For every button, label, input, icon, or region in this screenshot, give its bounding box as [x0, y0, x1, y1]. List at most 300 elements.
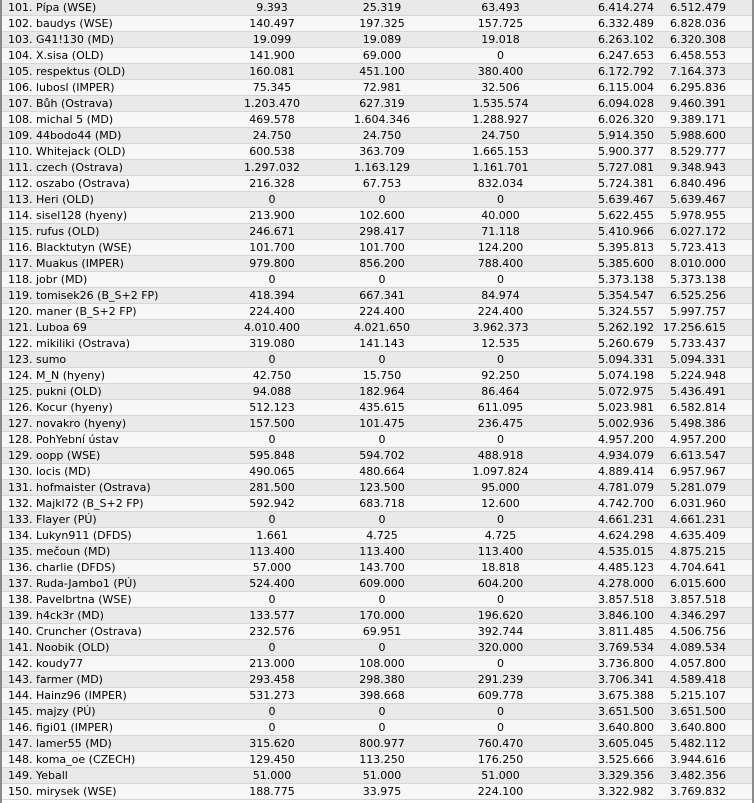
value-4-cell: 3.651.500: [598, 705, 654, 718]
player-name-cell: 133. Flayer (PÚ): [8, 513, 97, 526]
value-4-cell: 4.535.015: [598, 545, 654, 558]
value-2-cell: 0: [378, 513, 386, 526]
value-2-cell: 0: [378, 593, 386, 606]
value-5-cell: 5.436.491: [670, 385, 726, 398]
value-2-cell: 19.089: [362, 33, 402, 46]
value-2-cell: 33.975: [362, 785, 402, 798]
value-4-cell: 6.094.028: [598, 97, 654, 110]
player-name-cell: 141. Noobik (OLD): [8, 641, 110, 654]
value-1-cell: 600.538: [249, 145, 295, 158]
table-row: [2, 176, 752, 192]
value-1-cell: 160.081: [249, 65, 295, 78]
value-1-cell: 224.400: [249, 305, 295, 318]
value-4-cell: 4.889.414: [598, 465, 654, 478]
value-3-cell: 1.097.824: [472, 465, 529, 478]
value-2-cell: 0: [378, 353, 386, 366]
player-name-cell: 116. Blacktutyn (WSE): [8, 241, 132, 254]
value-3-cell: 3.962.373: [472, 321, 529, 334]
value-3-cell: 224.100: [477, 785, 524, 798]
value-5-cell: 4.346.297: [670, 609, 726, 622]
table-row: [2, 512, 752, 528]
value-3-cell: 1.288.927: [472, 113, 529, 126]
value-1-cell: 0: [268, 273, 276, 286]
value-5-cell: 4.704.641: [670, 561, 726, 574]
value-5-cell: 5.978.955: [670, 209, 726, 222]
value-4-cell: 6.263.102: [598, 33, 654, 46]
value-3-cell: 760.470: [477, 737, 524, 750]
value-5-cell: 9.348.943: [670, 161, 726, 174]
value-4-cell: 3.769.534: [598, 641, 654, 654]
value-2-cell: 667.341: [359, 289, 405, 302]
value-3-cell: 1.535.574: [472, 97, 529, 110]
player-name-cell: 138. Pavelbrtna (WSE): [8, 593, 132, 606]
table-row: [2, 272, 752, 288]
table-row: [2, 0, 752, 16]
table-row: [2, 48, 752, 64]
value-2-cell: 0: [378, 273, 386, 286]
value-5-cell: 8.529.777: [670, 145, 726, 158]
value-3-cell: 4.725: [484, 529, 517, 542]
value-5-cell: 5.723.413: [670, 241, 726, 254]
table-row: [2, 240, 752, 256]
value-3-cell: 609.778: [477, 689, 524, 702]
value-5-cell: 5.215.107: [670, 689, 726, 702]
value-3-cell: 236.475: [477, 417, 524, 430]
value-1-cell: 213.900: [249, 209, 295, 222]
value-3-cell: 380.400: [477, 65, 524, 78]
value-4-cell: 5.410.966: [598, 225, 654, 238]
value-1-cell: 0: [268, 433, 276, 446]
value-3-cell: 0: [497, 721, 504, 734]
value-3-cell: 19.018: [481, 33, 520, 46]
table-row: [2, 544, 752, 560]
value-3-cell: 24.750: [481, 129, 520, 142]
value-1-cell: 293.458: [249, 673, 295, 686]
value-1-cell: 281.500: [249, 481, 295, 494]
value-1-cell: 524.400: [249, 577, 295, 590]
value-4-cell: 3.846.100: [598, 609, 654, 622]
value-2-cell: 800.977: [359, 737, 405, 750]
table-row: [2, 208, 752, 224]
value-3-cell: 604.200: [477, 577, 524, 590]
table-row: [2, 496, 752, 512]
player-name-cell: 107. Bůh (Ostrava): [8, 97, 113, 110]
value-1-cell: 140.497: [249, 17, 295, 30]
value-3-cell: 18.818: [481, 561, 520, 574]
table-row: [2, 304, 752, 320]
value-3-cell: 0: [497, 593, 504, 606]
player-name-cell: 130. locis (MD): [8, 465, 91, 478]
value-4-cell: 4.624.298: [598, 529, 654, 542]
value-2-cell: 69.951: [362, 625, 402, 638]
value-1-cell: 0: [268, 513, 276, 526]
value-3-cell: 86.464: [481, 385, 520, 398]
value-3-cell: 92.250: [481, 369, 520, 382]
value-1-cell: 157.500: [249, 417, 295, 430]
value-1-cell: 418.394: [249, 289, 295, 302]
value-4-cell: 5.002.936: [598, 417, 654, 430]
value-2-cell: 197.325: [359, 17, 405, 30]
table-row: [2, 624, 752, 640]
value-3-cell: 611.095: [477, 401, 524, 414]
value-4-cell: 6.414.274: [598, 1, 654, 14]
table-row: [2, 128, 752, 144]
value-3-cell: 224.400: [477, 305, 524, 318]
table-row: [2, 112, 752, 128]
value-2-cell: 609.000: [359, 577, 405, 590]
value-2-cell: 4.021.650: [354, 321, 410, 334]
value-5-cell: 7.164.373: [670, 65, 726, 78]
value-3-cell: 113.400: [477, 545, 524, 558]
value-5-cell: 5.373.138: [670, 273, 726, 286]
value-4-cell: 5.914.350: [598, 129, 654, 142]
player-name-cell: 108. michal 5 (MD): [8, 113, 114, 126]
player-name-cell: 143. farmer (MD): [8, 673, 103, 686]
value-2-cell: 856.200: [359, 257, 405, 270]
value-5-cell: 5.997.757: [670, 305, 726, 318]
player-name-cell: 125. pukni (OLD): [8, 385, 102, 398]
player-name-cell: 115. rufus (OLD): [8, 225, 100, 238]
value-2-cell: 67.753: [362, 177, 402, 190]
value-4-cell: 6.026.320: [598, 113, 654, 126]
value-5-cell: 6.582.814: [670, 401, 726, 414]
player-name-cell: 126. Kocur (hyeny): [8, 401, 113, 414]
value-1-cell: 315.620: [249, 737, 295, 750]
value-1-cell: 75.345: [252, 81, 292, 94]
value-4-cell: 5.727.081: [598, 161, 654, 174]
value-1-cell: 129.450: [249, 753, 295, 766]
value-1-cell: 42.750: [252, 369, 292, 382]
value-5-cell: 3.482.356: [670, 769, 726, 782]
value-2-cell: 224.400: [359, 305, 405, 318]
value-4-cell: 4.957.200: [598, 433, 654, 446]
value-1-cell: 94.088: [252, 385, 292, 398]
value-1-cell: 4.010.400: [244, 321, 300, 334]
player-name-cell: 148. koma_oe (CZECH): [8, 753, 136, 766]
value-4-cell: 3.706.341: [598, 673, 654, 686]
value-3-cell: 0: [497, 273, 504, 286]
value-1-cell: 0: [268, 353, 276, 366]
value-4-cell: 3.811.485: [598, 625, 654, 638]
value-3-cell: 84.974: [481, 289, 520, 302]
value-1-cell: 57.000: [252, 561, 292, 574]
value-4-cell: 5.395.813: [598, 241, 654, 254]
value-1-cell: 133.577: [249, 609, 295, 622]
value-3-cell: 12.600: [481, 497, 520, 510]
value-4-cell: 5.262.192: [598, 321, 654, 334]
value-4-cell: 5.260.679: [598, 337, 654, 350]
player-name-cell: 150. mirysek (WSE): [8, 785, 117, 798]
value-3-cell: 1.665.153: [472, 145, 529, 158]
value-5-cell: 5.094.331: [670, 353, 726, 366]
value-2-cell: 1.163.129: [354, 161, 410, 174]
table-row: [2, 80, 752, 96]
table-row: [2, 720, 752, 736]
table-row: [2, 400, 752, 416]
value-1-cell: 1.297.032: [244, 161, 300, 174]
value-5-cell: 4.661.231: [670, 513, 726, 526]
value-4-cell: 3.605.045: [598, 737, 654, 750]
value-3-cell: 32.506: [481, 81, 520, 94]
table-row: [2, 32, 752, 48]
value-5-cell: 3.857.518: [670, 593, 726, 606]
value-1-cell: 592.942: [249, 497, 295, 510]
table-row: [2, 768, 752, 784]
value-4-cell: 5.900.377: [598, 145, 654, 158]
table-row: [2, 160, 752, 176]
value-5-cell: 9.389.171: [670, 113, 726, 126]
table-row: [2, 16, 752, 32]
value-2-cell: 102.600: [359, 209, 405, 222]
value-1-cell: 232.576: [249, 625, 295, 638]
value-3-cell: 176.250: [477, 753, 524, 766]
value-3-cell: 0: [497, 193, 504, 206]
player-name-cell: 122. mikiliki (Ostrava): [8, 337, 131, 350]
value-4-cell: 5.639.467: [598, 193, 654, 206]
value-4-cell: 3.857.518: [598, 593, 654, 606]
value-2-cell: 101.475: [359, 417, 405, 430]
table-row: [2, 448, 752, 464]
table-row: [2, 528, 752, 544]
player-name-cell: 134. Lukyn911 (DFDS): [8, 529, 132, 542]
value-1-cell: 51.000: [252, 769, 292, 782]
value-5-cell: 6.957.967: [670, 465, 726, 478]
value-3-cell: 392.744: [477, 625, 524, 638]
player-name-cell: 119. tomisek26 (B_S+2 FP): [8, 289, 159, 302]
value-4-cell: 3.736.800: [598, 657, 654, 670]
table-row: [2, 688, 752, 704]
value-3-cell: 488.918: [477, 449, 524, 462]
player-name-cell: 146. figi01 (IMPER): [8, 721, 113, 734]
table-row: [2, 352, 752, 368]
value-5-cell: 5.482.112: [670, 737, 726, 750]
value-3-cell: 832.034: [477, 177, 524, 190]
value-2-cell: 435.615: [359, 401, 405, 414]
player-name-cell: 117. Muakus (IMPER): [8, 257, 124, 270]
value-1-cell: 1.203.470: [244, 97, 300, 110]
player-name-cell: 123. sumo: [8, 353, 67, 366]
value-2-cell: 24.750: [362, 129, 402, 142]
value-4-cell: 5.324.557: [598, 305, 654, 318]
value-3-cell: 63.493: [481, 1, 520, 14]
value-5-cell: 5.498.386: [670, 417, 726, 430]
value-1-cell: 9.393: [256, 1, 288, 14]
value-5-cell: 17.256.615: [663, 321, 726, 334]
player-name-cell: 118. jobr (MD): [8, 273, 88, 286]
value-1-cell: 979.800: [249, 257, 295, 270]
player-name-cell: 121. Luboa 69: [8, 321, 87, 334]
table-row: [2, 144, 752, 160]
player-name-cell: 147. lamer55 (MD): [8, 737, 112, 750]
player-name-cell: 101. Pípa (WSE): [8, 1, 97, 14]
player-name-cell: 145. majzy (PÚ): [8, 705, 96, 718]
value-2-cell: 0: [378, 721, 386, 734]
value-3-cell: 0: [497, 513, 504, 526]
value-3-cell: 124.200: [477, 241, 524, 254]
value-5-cell: 6.295.836: [670, 81, 726, 94]
table-row: [2, 64, 752, 80]
value-5-cell: 5.733.437: [670, 337, 726, 350]
value-1-cell: 188.775: [249, 785, 295, 798]
value-4-cell: 3.525.666: [598, 753, 654, 766]
value-4-cell: 5.023.981: [598, 401, 654, 414]
value-3-cell: 291.239: [477, 673, 524, 686]
value-4-cell: 5.373.138: [598, 273, 654, 286]
value-2-cell: 363.709: [359, 145, 405, 158]
value-2-cell: 0: [378, 641, 386, 654]
table-row: [2, 224, 752, 240]
player-name-cell: 103. G41!130 (MD): [8, 33, 114, 46]
value-2-cell: 143.700: [359, 561, 405, 574]
value-2-cell: 594.702: [359, 449, 405, 462]
value-5-cell: 5.988.600: [670, 129, 726, 142]
player-name-cell: 137. Ruda-Jambo1 (PÚ): [8, 577, 137, 590]
value-1-cell: 319.080: [249, 337, 295, 350]
value-1-cell: 141.900: [249, 49, 295, 62]
value-3-cell: 0: [497, 433, 504, 446]
value-3-cell: 320.000: [477, 641, 524, 654]
value-1-cell: 0: [268, 193, 276, 206]
value-5-cell: 6.027.172: [670, 225, 726, 238]
player-name-cell: 114. sisel128 (hyeny): [8, 209, 128, 222]
value-5-cell: 3.640.800: [670, 721, 726, 734]
value-2-cell: 170.000: [359, 609, 405, 622]
value-2-cell: 72.981: [362, 81, 402, 94]
value-5-cell: 6.512.479: [670, 1, 726, 14]
value-4-cell: 5.094.331: [598, 353, 654, 366]
value-4-cell: 6.115.004: [598, 81, 654, 94]
value-4-cell: 3.322.982: [598, 785, 654, 798]
value-5-cell: 6.015.600: [670, 577, 726, 590]
value-5-cell: 4.089.534: [670, 641, 726, 654]
value-5-cell: 9.460.391: [670, 97, 726, 110]
value-5-cell: 6.613.547: [670, 449, 726, 462]
player-name-cell: 149. Yeball: [8, 769, 68, 782]
value-2-cell: 480.664: [359, 465, 405, 478]
value-4-cell: 5.724.381: [598, 177, 654, 190]
table-row: [2, 608, 752, 624]
value-2-cell: 4.725: [366, 529, 398, 542]
value-4-cell: 6.172.792: [598, 65, 654, 78]
player-name-cell: 140. Cruncher (Ostrava): [8, 625, 142, 638]
table-row: [2, 736, 752, 752]
player-name-cell: 127. novakro (hyeny): [8, 417, 127, 430]
value-4-cell: 5.385.600: [598, 257, 654, 270]
value-1-cell: 24.750: [252, 129, 292, 142]
value-1-cell: 0: [268, 721, 276, 734]
value-4-cell: 3.329.356: [598, 769, 654, 782]
value-2-cell: 1.604.346: [354, 113, 410, 126]
value-5-cell: 4.957.200: [670, 433, 726, 446]
player-name-cell: 106. lubosl (IMPER): [8, 81, 115, 94]
value-1-cell: 19.099: [252, 33, 292, 46]
value-4-cell: 4.781.079: [598, 481, 654, 494]
value-2-cell: 0: [378, 193, 386, 206]
value-1-cell: 531.273: [249, 689, 295, 702]
value-1-cell: 490.065: [249, 465, 295, 478]
table-row: [2, 416, 752, 432]
value-1-cell: 101.700: [249, 241, 295, 254]
value-3-cell: 51.000: [481, 769, 520, 782]
player-name-cell: 104. X.sisa (OLD): [8, 49, 104, 62]
value-5-cell: 5.639.467: [670, 193, 726, 206]
value-2-cell: 101.700: [359, 241, 405, 254]
value-3-cell: 0: [497, 49, 504, 62]
player-name-cell: 113. Heri (OLD): [8, 193, 94, 206]
table-row: [2, 480, 752, 496]
value-3-cell: 0: [497, 353, 504, 366]
value-2-cell: 451.100: [359, 65, 405, 78]
player-name-cell: 120. maner (B_S+2 FP): [8, 305, 137, 318]
value-5-cell: 6.320.308: [670, 33, 726, 46]
player-name-cell: 128. PohYebnı́ ústav: [8, 433, 119, 446]
value-5-cell: 6.458.553: [670, 49, 726, 62]
table-row: [2, 336, 752, 352]
table-row: [2, 672, 752, 688]
value-4-cell: 3.640.800: [598, 721, 654, 734]
value-4-cell: 5.354.547: [598, 289, 654, 302]
value-4-cell: 3.675.388: [598, 689, 654, 702]
value-4-cell: 5.074.198: [598, 369, 654, 382]
value-1-cell: 0: [268, 705, 276, 718]
table-row: [2, 704, 752, 720]
value-2-cell: 123.500: [359, 481, 405, 494]
player-name-cell: 136. charlie (DFDS): [8, 561, 116, 574]
player-name-cell: 139. h4ck3r (MD): [8, 609, 104, 622]
value-4-cell: 4.661.231: [598, 513, 654, 526]
table-row: [2, 656, 752, 672]
value-2-cell: 298.380: [359, 673, 405, 686]
player-name-cell: 105. respektus (OLD): [8, 65, 126, 78]
value-1-cell: 1.661: [256, 529, 288, 542]
value-2-cell: 108.000: [359, 657, 405, 670]
value-4-cell: 6.247.653: [598, 49, 654, 62]
value-4-cell: 6.332.489: [598, 17, 654, 30]
player-name-cell: 142. koudy77: [8, 657, 84, 670]
player-name-cell: 129. oopp (WSE): [8, 449, 101, 462]
value-2-cell: 0: [378, 433, 386, 446]
player-name-cell: 135. mečoun (MD): [8, 545, 111, 558]
value-2-cell: 298.417: [359, 225, 405, 238]
value-5-cell: 6.840.496: [670, 177, 726, 190]
value-2-cell: 69.000: [362, 49, 402, 62]
table-row: [2, 320, 752, 336]
value-5-cell: 4.875.215: [670, 545, 726, 558]
table-row: [2, 464, 752, 480]
player-name-cell: 131. hofmaister (Ostrava): [8, 481, 151, 494]
player-name-cell: 112. oszabo (Ostrava): [8, 177, 130, 190]
table-row: [2, 432, 752, 448]
value-1-cell: 512.123: [249, 401, 295, 414]
table-row: [2, 192, 752, 208]
value-4-cell: 5.622.455: [598, 209, 654, 222]
value-2-cell: 627.319: [359, 97, 405, 110]
value-2-cell: 141.143: [359, 337, 405, 350]
table-row: [2, 96, 752, 112]
value-1-cell: 216.328: [249, 177, 295, 190]
table-row: [2, 752, 752, 768]
value-3-cell: 157.725: [477, 17, 524, 30]
table-row: [2, 560, 752, 576]
table-row: [2, 784, 752, 800]
value-1-cell: 213.000: [249, 657, 295, 670]
value-5-cell: 4.589.418: [670, 673, 726, 686]
player-name-cell: 144. Hainz96 (IMPER): [8, 689, 127, 702]
player-name-cell: 102. baudys (WSE): [8, 17, 113, 30]
value-2-cell: 15.750: [362, 369, 402, 382]
value-5-cell: 3.651.500: [670, 705, 726, 718]
value-2-cell: 182.964: [359, 385, 405, 398]
